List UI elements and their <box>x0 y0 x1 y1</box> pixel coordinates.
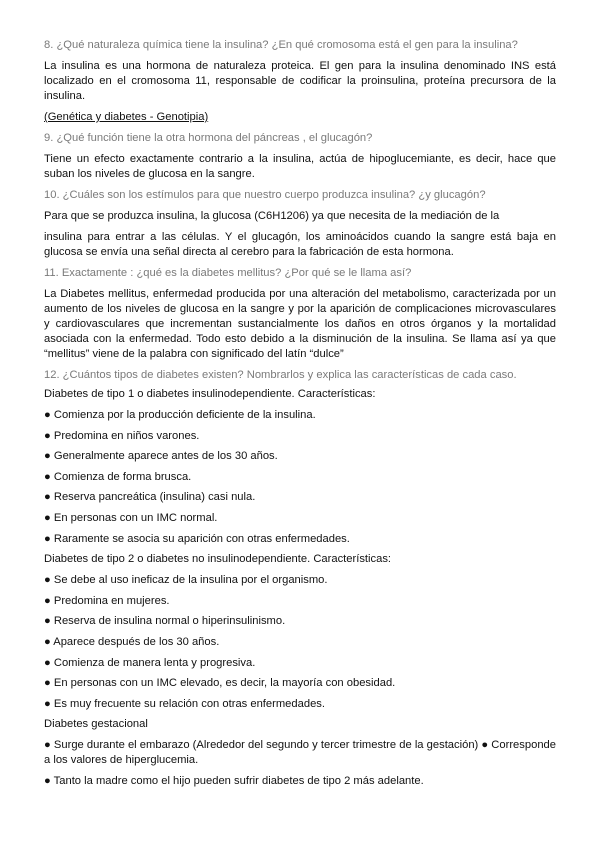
list-item: ● Reserva de insulina normal o hiperinsulinismo. <box>44 615 286 628</box>
list-item: ● Raramente se asocia su aparición con otras enfermedades. <box>44 532 350 545</box>
gestational-heading: Diabetes gestacional <box>44 718 148 731</box>
document-page <box>44 38 556 795</box>
source-link[interactable]: (Genética y diabetes - Genotipia) <box>44 111 209 123</box>
list-item: ● Predomina en niños varones. <box>44 429 200 442</box>
list-item: ● En personas con un IMC normal. <box>44 511 218 524</box>
question-8: 8. ¿Qué naturaleza química tiene la insulina? ¿En qué cromosoma está el gen para la insulina? <box>44 39 518 51</box>
list-item: ● Comienza de forma brusca. <box>44 470 192 483</box>
question-11: 11. Exactamente : ¿qué es la diabetes mellitus? ¿Por qué se le llama así? <box>44 267 412 279</box>
answer-11: La Diabetes mellitus, enfermedad producida por una alteración del metabolismo, caracterizada por un aumento de los niveles de glucosa en la sangre y por la aparición de complicaciones microvasculares y cardiovasculares que incrementan sustancialmente los daños en otros órganos y la mortalidad asociada con la enfermedad. Todo esto debido a la disminución de la insulina. Se llama así ya que “mellitus” viene de la palabra con significado del latín “dulce” <box>44 288 556 360</box>
list-item: ● Generalmente aparece antes de los 30 años. <box>44 450 278 463</box>
question-10: 10. ¿Cuáles son los estímulos para que nuestro cuerpo produzca insulina? ¿y glucagón? <box>44 189 486 201</box>
answer-8: La insulina es una hormona de naturaleza proteica. El gen para la insulina denominado INS está localizado en el cromosoma 11, responsable de codificar la proinsulina, proteína precursora de la insulina. <box>44 60 556 102</box>
list-item: ● Surge durante el embarazo (Alrededor del segundo y tercer trimestre de la gestación) ● Corresponde a los valores de hiperglucemia. <box>44 739 556 767</box>
list-item: ● Comienza por la producción deficiente de la insulina. <box>44 409 316 421</box>
answer-10-line-2: insulina para entrar a las células. Y el glucagón, los aminoácidos cuando la sangre está baja en glucosa se envía una señal directa al cerebro para la fabricación de esta hormona. <box>44 231 556 258</box>
list-item: ● En personas con un IMC elevado, es decir, la mayoría con obesidad. <box>44 677 396 690</box>
list-item: ● Es muy frecuente su relación con otras enfermedades. <box>44 697 325 710</box>
question-12: 12. ¿Cuántos tipos de diabetes existen? Nombrarlos y explica las características de cada caso. <box>44 369 517 381</box>
list-item: ● Comienza de manera lenta y progresiva. <box>44 656 256 669</box>
answer-9: Tiene un efecto exactamente contrario a la insulina, actúa de hipoglucemiante, es decir, hace que suban los niveles de glucosa en la sangre. <box>44 153 556 180</box>
answer-10-line-1: Para que se produzca insulina, la glucosa (C6H1206) ya que necesita de la mediación de la <box>44 210 500 222</box>
list-item: ● Reserva pancreática (insulina) casi nula. <box>44 491 256 504</box>
type2-heading: Diabetes de tipo 2 o diabetes no insulinodependiente. Características: <box>44 553 392 566</box>
question-9: 9. ¿Qué función tiene la otra hormona del páncreas , el glucagón? <box>44 132 373 144</box>
list-item: ● Tanto la madre como el hijo pueden sufrir diabetes de tipo 2 más adelante. <box>44 774 424 787</box>
list-item: ● Se debe al uso ineficaz de la insulina por el organismo. <box>44 574 328 587</box>
list-item: ● Aparece después de los 30 años. <box>44 635 220 648</box>
type1-heading: Diabetes de tipo 1 o diabetes insulinodependiente. Características: <box>44 388 376 400</box>
list-item: ● Predomina en mujeres. <box>44 594 170 607</box>
